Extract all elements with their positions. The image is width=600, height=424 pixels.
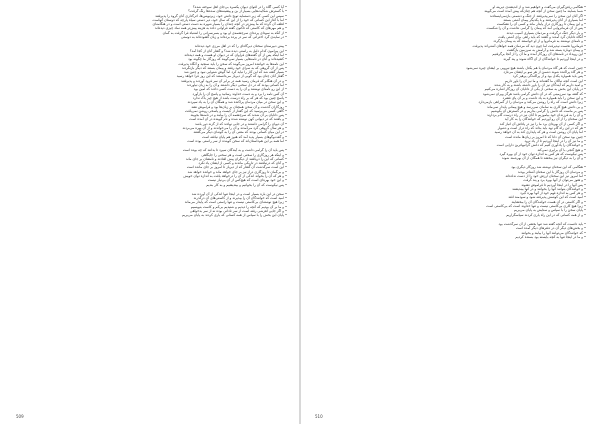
text-line: • و بی‌گمان تا روزگاری دراز نیز بر جای خواهد ماند و خوانده خواهد شد [187, 169, 287, 174]
text-line: • اما همه بر این هم‌داستان‌اند که سخن گوینده از سر راستی بوده است [187, 138, 287, 143]
text-line: • شما بنمایند ما چنین سخن از آنچه هم چنان‌که پیش آمده است می‌گویند [484, 9, 586, 14]
text-line: • و ما در اینجا تنها به آنچه بایسته بود بسنده کردیم [515, 234, 586, 239]
text-line: • گاهی کسی می‌پرسید که این گفتار از کیست و پاسخی روشن نمی‌یافت [184, 108, 287, 113]
text-line: • پایان سخن را با سپاس و ستایش به پایان می‌بریم [513, 208, 586, 213]
text-line: • فرمانروا نخست نپذیرفت اما چون دید که مردمان همه خواهان آشتی‌اند پذیرفت [472, 43, 586, 48]
text-line: • بسیار گفته شد که این کار را نباید کرد اما گوش شنوایی نبود و چنین شد [183, 70, 287, 75]
text-line: • آن کس نامه را برد و به دست خداوند رسانید و پاسخ آن را بازآورد [192, 91, 287, 96]
text-line: • سخن در این باره بسیار است و در اینجا تنها اندکی از آن آورده شد [191, 191, 287, 196]
text-line: • کسانی که این را دریافتند از دیگران پیش افتادند و نامشان بر جای ماند [185, 156, 287, 161]
text-line: • و آن را به فرزندان خود بیاموزیم تا آنان نیز در راه درست گام بردارند [486, 113, 586, 118]
text-line: • پس نیکوست که آن را بخوانیم و بیندیشیم و به کار بندیم [206, 182, 287, 187]
paragraph [14, 148, 287, 187]
text-line: • از این رو نامه‌ای نوشتند و آن را به دست کسی دادند که امین بود [193, 87, 287, 92]
text-line: • کشیده‌اند و آنان در نامه‌هایی بسیار نمی‌گویند که روزگار ما چگونه بود [188, 57, 287, 62]
text-line: • و اگر کاستی در آن هست خوانندگان آن را ببخشایند [511, 199, 586, 204]
text-line: • و نامه‌ای نوشتند به فرمانروا و از او خواستند که به پیمان بازگردد [493, 39, 586, 44]
text-line: • اما اینکه پس از آن گفته‌های فراوان که در دیوان او هست و همه دیده‌اند [184, 52, 287, 57]
text-line: • این نامه‌ها به خواننده امروز می‌گویند که سخن را باید سنجید و آنگاه پذیرفت [178, 61, 287, 66]
text-line: • و هر گاه پراکنده شوند دشمن از هر سو بر ایشان می‌تازد [503, 70, 586, 75]
text-line: • پیش دبیرستان سختان دیرگاه‌ای را که در اهل مرزی خود دیده‌اند [194, 44, 287, 49]
text-line: • در پایان این بخش به سخنی از یکی از دانایان آن روزگار اشاره می‌کنیم [484, 87, 586, 92]
text-line: • و یافتند که در دیوانی کهن نوشته شده و نام گوینده در آن آمده است [189, 117, 287, 122]
text-line: • پس آنها را در اینجا آوردیم تا فراموش نشوند [521, 182, 586, 187]
text-line: • هر که در این راه گام نهد باید بداند که راه دراز است و دشوار [497, 126, 586, 131]
text-line: • پس باید همواره یکدل بود و از پراکندگی پرهیز کرد [512, 74, 586, 79]
text-line: • و اگر جایی لغزشی رفته است از سر نادانی بوده نه از سر بدخواهی [189, 209, 287, 214]
text-line: • و این سخن را باید همواره به یاد داشت و بر آن پای فشرد [502, 95, 586, 100]
paragraph [14, 44, 287, 143]
page-left [0, 0, 299, 424]
text-line: • و هیچ گنجی با آن برابری نمی‌کند [537, 147, 586, 152]
text-line: • اما کسانی بودند که در دل سخنی دیگر داشتند و آن را به زبان نیاوردند [186, 83, 287, 88]
text-line: • و اینکه هر روزگاری را سخنی است و هر سخنی را جایگاهی [201, 152, 287, 157]
text-line: • این سخنان را از آن رو آوردیم که خوانندگان را به کار آید [504, 117, 586, 122]
text-line: • و آن را به دیگران نیز ببخشد تا همگان از آن بهره‌مند شوند [501, 156, 586, 161]
text-line: • و در آن هنگام که فرمان رسید همه در برابر آن سر فرود آوردند و پذیرفتند [181, 78, 287, 83]
text-line: • آیا کسی آگاه را در اغوای دیوان یکسره بی‌جای اهل سوخته شده؟ [192, 5, 287, 9]
text-line: • و این خود بهره‌ای است که هیچ‌کس از آن بی‌نیاز نیست [207, 178, 287, 183]
text-line: • این است آنچه نیاکان ما گفته‌اند و ما نیز آن را باور داریم [504, 78, 586, 83]
text-line: • با گسترش شکایت‌هایی بسیار از بن و پیشینه‌های سده‌ها رنگ گرفت؟ [188, 9, 287, 14]
text-line: • اما بسیاری از آنان پذیرفتند و با یکدیگر پیمان آشتی بستند [503, 17, 586, 22]
text-line: • و مردمان آن روزگار با این سخنان آشناتر بودند [517, 169, 586, 174]
text-line: • زیرا دانش است که راه را روشن می‌کند و مردمان را از گمراهی بازمی‌دارد [478, 100, 586, 105]
text-line: • و هر سال گروهی گرد می‌آمدند و آن را می‌خواندند و از آن بهره می‌بردند [182, 126, 287, 131]
text-line: • این رویداد در نامه‌های آن روزگار آمده و ما آن را از آنجا برگرفتیم [492, 52, 586, 57]
text-line: • لطف آن گرده که ما پیش‌تر در آنچه چندان را بسیار شهره به دست دستی است و در هنگامه‌ای [152, 22, 287, 27]
text-line: • روزگاران گذشت و آن سخن همچنان بر زبان‌ها بود و فراموش نشد [191, 104, 287, 109]
text-column [14, 5, 287, 406]
text-line: • امید است که این کوشش پذیرفته شود و سودمند افتد [508, 195, 586, 200]
text-line: • پس از آن فرمانروایی آمد که پیمان را گرامی نداشت و آن را شکست [486, 26, 586, 31]
text-line: • پایان این بخش را با سپاس از همه کسانی که یاری کردند به پایان می‌بریم [182, 213, 287, 218]
text-line: • آنگاه دانایان گرد آمدند و گفتند که باید راهی برای آشتی یافت [498, 35, 586, 40]
text-line: • و خوانندگان بتوانند آنها را بخوانند و در آنها بیندیشند [512, 186, 586, 191]
text-column [313, 5, 586, 406]
text-line: • آن دیوان را گرامی داشتند و در جایی نهادند که از گزند دور باشد [195, 121, 287, 126]
text-line: • امید است که خوانندگان آن را بپذیرند و از کاستی‌های آن درگذرند [193, 196, 287, 201]
page-number: 510 [315, 414, 323, 419]
text-line: • هنگامی رفتن‌گیران می‌گفت و خواهیم شد و از اندیشه‌ی دیرینه او [492, 5, 586, 9]
text-line: • در سایه‌ی گرد اخترانی که سر در پرده برده‌اند و زبان گشوده‌اند به دوستی [180, 35, 287, 40]
text-line: • سپس این کسی که زیر دستمایه توبخ دانش خود، زیرنویس‌ها، اثرگذاری آنان گروه را پذیرفتند [155, 13, 287, 18]
page-number: 509 [16, 414, 24, 419]
paragraph [313, 5, 586, 61]
text-line: • و از همه کسانی که در این راه یاری کردند سپاسگزاریم [506, 212, 586, 217]
text-line: • پس بر ماست که دانش را گرامی بداریم و در گسترش آن بکوشیم [491, 108, 586, 113]
text-line: • و بار دیگر جنگ درگرفت و مردمان بسیاری آسیب دیدند [506, 30, 586, 35]
text-line: • و گفت‌وگوهای بسیار پدید آمد که هنوز هم پایان نیافته است [202, 134, 287, 139]
text-line: • و اگر کسی از آن بهره‌ای برد ما را نیز در پاداش آن انباز کند [499, 121, 586, 126]
paragraph [14, 5, 287, 39]
text-line: • و هنوز می‌توان از آنها بهره برد و پند گرفت [523, 178, 586, 183]
text-line: • و پیمان دوباره بسته شد و آرامش به سرزمین بازگشت [506, 47, 586, 52]
text-line: • و هر که آن را بخواند اندکی از آن را درخواهد یافت به اندازه توان خویش [183, 173, 287, 178]
text-line: • و امید داریم که آیندگان نیز آن را باور داشته باشند و به کار بندند [494, 83, 586, 88]
text-line: • در این میان کسانی بودند که معنی آن را به گونه‌ای دیگر می‌گفتند [193, 130, 287, 135]
page-right [301, 0, 600, 424]
text-line: • باید دانست که آنچه گفته شد تنها بخشی از آن سرگذشت بود [498, 221, 586, 226]
paragraph [313, 165, 586, 217]
text-line: • پس باید آن را گرامی داشت و به آیندگان سپرد تا بدانند که چه بوده است [182, 148, 287, 153]
text-line: • این پیرامون کدام دلیل به راستی دیده شد؟ و گفتار آنان از کجا آمد؟ [189, 48, 287, 53]
text-line: • اما پایان آن روشن است و هر که پایداری کند به آن خواهد رسید [494, 130, 586, 135]
text-line: • اما با آغاز این کسانی که خود را از این که سال خود، دیر دستی سیاه پارچه که دوستان آنهاست [152, 17, 287, 22]
text-line: • پاسخ چنین بود که هر که بر راه درست باشد از هیچ چیز باک ندارد [192, 95, 287, 100]
text-line: • زیرا هیچ نوشته‌ای بی‌کاستی نیست و تنها راستی است که پایدار می‌ماند [184, 200, 287, 205]
text-line: • پس نیکوست که هر کس به اندازه توان خود از آن بهره گیرد [499, 151, 586, 156]
text-line: • و ما بر آن بودیم که آنچه را دیدیم و شنیدیم بی‌کم و کاست بنویسیم [190, 204, 287, 209]
paragraph [14, 192, 287, 218]
text-line: • هنگامی که این سخنان نوشته شد روزگار دیگری بود [511, 165, 586, 170]
text-line: • از آنکه به سودای پرده‌ای سرچشمه‌ی او بود و بسی‌سرانی را اشتباه فرا گرفت به گمان [162, 30, 287, 35]
text-line: • پس از آن گروهی که به سرای خود رفتند و پیمان بستند که دیگر بازنگردند [181, 65, 287, 70]
text-line: • که خوانندگان می‌توانند آنها را بیابند و بخوانند [521, 230, 586, 235]
text-line: • و آنان که درنیافتند در تاریکی ماندند و کسی از ایشان یاد نکرد [198, 161, 287, 166]
text-line: • و بی دانش هیچ کاری به سامان نمی‌رسد و هیچ پیمانی پایدار نمی‌ماند [487, 104, 586, 109]
text-line: • و این پیمان تا روزگاری دراز پایدار ماند و کسی آن را نشکست [496, 22, 586, 27]
text-line: • این است سرگذشت آن گفتار که از دیرباز تا امروز بر جای مانده است [186, 165, 287, 170]
text-line: • اما امروز نیز این سخنان ارزش خود را از دست نداده‌اند [505, 173, 586, 178]
text-line: • و در اینجا آوردیم تا خوانندگان از آن آگاه شوند و پند گیرند [503, 56, 586, 61]
text-line: • و این سخن در میان مردمان پراکنده شد و همگان آن را به یاد سپردند [187, 100, 287, 105]
text-line: • چنین بود سخن آن دانا که تا امروز بر زبان‌ها مانده است [505, 134, 586, 139]
text-line: • و بخش‌های دیگر آن در دفترهای دیگر آمده است [515, 226, 586, 231]
text-line: • چنین است که هر گاه مردمان با هم یکدل باشند هیچ نیرویی بر ایشان چیره نمی‌شود [466, 65, 586, 70]
paragraph [313, 66, 586, 161]
text-line: • و هر کس به اندازه فهم خود از آنها بهره گیرد [520, 191, 586, 196]
text-line: • گفتار آنان چنان بود که گویی از دیرباز می‌دانستند که این روز فرا خواهد رسید [176, 74, 287, 79]
text-line: • زیرا هیچ کاری بی‌کاستی نیست و تنها خداوند است که بی‌کاستی است [486, 204, 586, 209]
text-line: • و ما نیز آن را در اینجا آوردیم تا از یاد نرود [524, 138, 586, 143]
text-line: • که گفته بود سرزمینی که در آن دانش گرامی باشد هرگز ویران نمی‌شود [482, 91, 586, 96]
text-line: • پس دانایان بر آن شدند که سرچشمه آن را بیابند و در نامه‌ها بجویند [190, 113, 287, 118]
text-line: • اگر آنان این سخن را نمی‌پذیرفتند از جنگ و دشمنی بازنمی‌ایستادند [489, 13, 586, 18]
text-line: • و خوانندگان را یادآوری کنیم که دانش گرانبهاترین دارایی است [496, 143, 586, 148]
paragraph [313, 222, 586, 239]
text-line: • و هم مهرهای که کاستی که تاکنون گفته فراوانی داده به هزینه پیش‌تر همه نماد چیزی دیده‌اند [154, 26, 287, 31]
